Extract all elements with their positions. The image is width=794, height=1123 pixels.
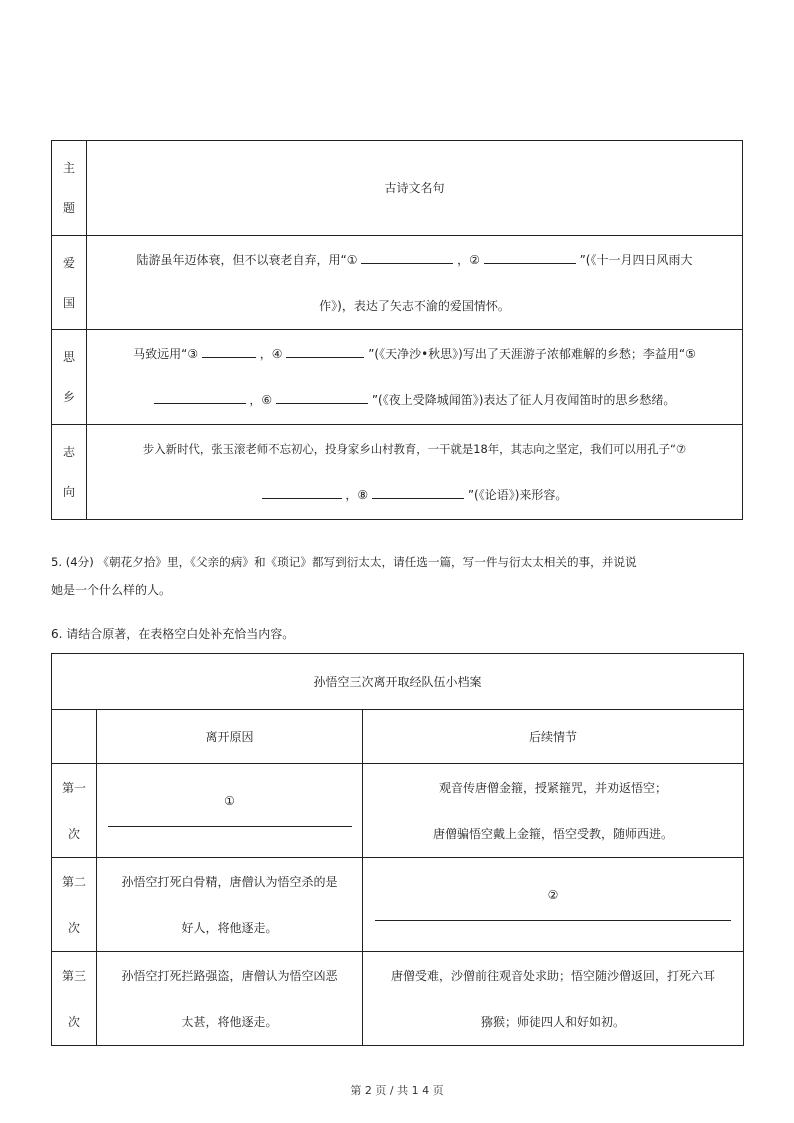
answer-blank-6[interactable]: [276, 389, 368, 404]
content-text: ，⑥: [249, 393, 273, 407]
row-label-text: 次: [67, 826, 80, 841]
content-text: ”(《天净沙•秋思》)写出了天涯游子浓郁难解的乡愁；李益用“⑤: [368, 347, 696, 361]
blank-header-cell: [52, 710, 97, 764]
question-6-text: 6. 请结合原著，在表格空白处补充恰当内容。: [51, 627, 295, 641]
reason-text: 太甚，将他逐走。: [181, 1014, 278, 1029]
page-number: 第 2 页 / 共 1 4 页: [350, 1084, 444, 1097]
poetry-row-ambition: [52, 425, 743, 520]
topic-cell: [52, 330, 87, 425]
topic-char: 思: [62, 350, 75, 364]
reason-cell: [97, 858, 363, 952]
question-5: [51, 548, 743, 604]
content-text: ”(《十一月四日风雨大: [579, 252, 693, 267]
reason-text: 孙悟空打死拦路强盗，唐僧认为悟空凶恶: [121, 968, 338, 983]
answer-marker: ①: [224, 794, 235, 808]
topic-cell: [52, 236, 87, 330]
row-label: [52, 858, 97, 952]
content-cell: [87, 236, 743, 330]
poetry-table: [51, 140, 743, 520]
answer-line-1[interactable]: [108, 826, 352, 827]
topic-char: 志: [62, 445, 75, 459]
poetry-table-header-row: [52, 141, 743, 236]
answer-blank-8[interactable]: [372, 484, 464, 499]
row-label-text: 第一: [61, 780, 86, 795]
topic-header-char: 主: [62, 161, 75, 175]
content-text: 马致远用“③: [133, 347, 199, 361]
content-line: [97, 377, 732, 423]
content-text: ”(《夜上受降城闻笛》)表达了征人月夜闻笛时的思乡愁绪。: [371, 393, 676, 407]
content-text: ，②: [457, 252, 480, 267]
reason-text: 好人，将他逐走。: [181, 920, 278, 935]
after-text: 唐僧骗悟空戴上金箍，悟空受教，随师西进。: [433, 826, 674, 841]
after-text: 观音传唐僧金箍，授紧箍咒，并劝返悟空；: [439, 780, 668, 795]
content-cell: [87, 425, 743, 520]
topic-char: 爱: [62, 255, 75, 270]
reason-header: 离开原因: [97, 710, 363, 764]
content-cell: [87, 330, 743, 425]
wukong-row-third: [52, 952, 744, 1046]
content-text: ”(《论语》)来形容。: [467, 488, 568, 502]
content-header-cell: 古诗文名句: [87, 141, 743, 236]
question-5-line: 她是一个什么样的人。: [51, 583, 172, 597]
row-label-text: 第二: [61, 874, 86, 889]
topic-char: 国: [62, 295, 75, 310]
wukong-table-head-row: [52, 710, 744, 764]
answer-blank-2[interactable]: [484, 249, 576, 264]
wukong-row-first: [52, 764, 744, 858]
content-line: [97, 237, 732, 283]
wukong-table-title-row: [52, 654, 744, 710]
content-text: ，⑧: [345, 488, 369, 502]
topic-header-cell: [52, 141, 87, 236]
after-text: 猕猴；师徒四人和好如初。: [481, 1014, 626, 1029]
answer-blank-5[interactable]: [154, 389, 246, 404]
answer-blank-3[interactable]: [202, 343, 256, 358]
row-label: [52, 952, 97, 1046]
wukong-table-title: 孙悟空三次离开取经队伍小档案: [52, 654, 744, 710]
poetry-row-patriotism: [52, 236, 743, 330]
reason-text: 孙悟空打死白骨精，唐僧认为悟空杀的是: [121, 874, 338, 889]
wukong-table: [51, 653, 744, 1046]
question-5-line: 5. (4分) 《朝花夕拾》里，《父亲的病》和《琐记》都写到衍太太，请任选一篇，写一件与衍太太相关的事，并说说: [51, 555, 637, 569]
row-label-text: 次: [67, 920, 80, 935]
topic-header-char: 题: [62, 201, 75, 215]
row-label-text: 第三: [61, 968, 86, 983]
question-6: [51, 620, 743, 648]
after-text: 唐僧受难，沙僧前往观音处求助；悟空随沙僧返回，打死六耳: [391, 968, 716, 983]
content-line: 作》)，表达了矢志不渝的爱国情怀。: [319, 298, 510, 313]
poetry-row-homesick: [52, 330, 743, 425]
answer-marker: ②: [547, 888, 559, 902]
reason-cell: [97, 952, 363, 1046]
content-line: [97, 331, 732, 377]
topic-cell: [52, 425, 87, 520]
after-header: 后续情节: [363, 710, 744, 764]
after-cell: [363, 858, 744, 952]
answer-line-2[interactable]: [375, 920, 731, 921]
answer-blank-4[interactable]: [286, 343, 364, 358]
answer-blank-7[interactable]: [262, 484, 342, 499]
after-cell: [363, 764, 744, 858]
reason-cell: [97, 764, 363, 858]
wukong-row-second: [52, 858, 744, 952]
content-text: 陆游虽年迈体衰，但不以衰老自弃，用“①: [136, 252, 358, 267]
answer-blank-1[interactable]: [361, 249, 453, 264]
row-label: [52, 764, 97, 858]
content-line: [97, 472, 732, 518]
topic-char: 乡: [62, 390, 75, 404]
row-label-text: 次: [67, 1014, 80, 1029]
topic-char: 向: [62, 485, 75, 499]
after-cell: [363, 952, 744, 1046]
content-line: 步入新时代，张玉滚老师不忘初心，投身家乡山村教育，一干就是18年，其志向之坚定，我们可以用孔子“⑦: [142, 442, 687, 456]
content-text: ，④: [259, 347, 283, 361]
